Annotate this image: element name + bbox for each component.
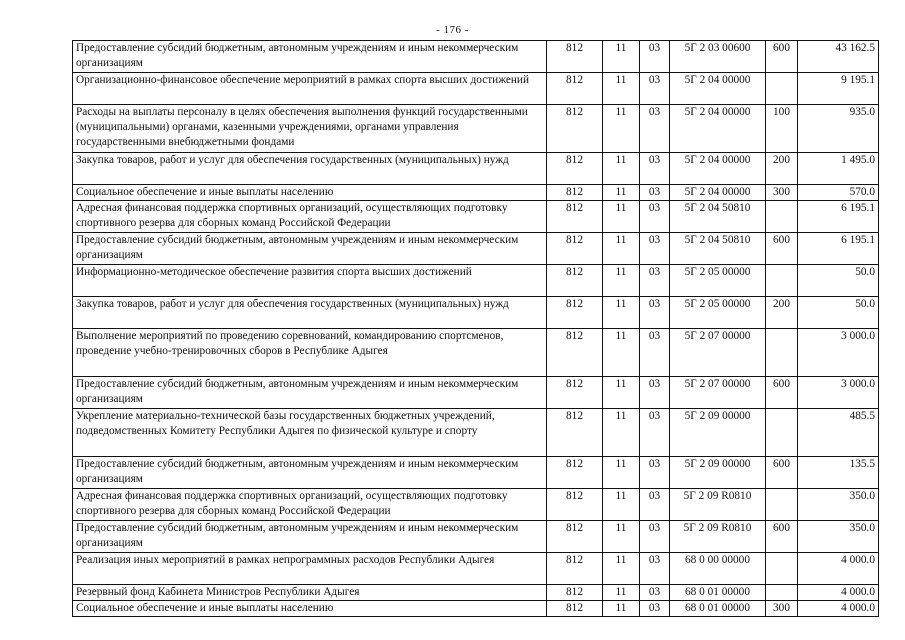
amount-text: 3 000.0 bbox=[841, 330, 875, 342]
cell-expense-type-code bbox=[766, 73, 798, 105]
ministry-code-text: 812 bbox=[566, 410, 583, 422]
ministry-code-text: 812 bbox=[566, 378, 583, 390]
cell-amount bbox=[798, 265, 879, 297]
cell-section-code bbox=[603, 521, 640, 553]
cell-ministry-code bbox=[547, 377, 603, 409]
section-code-text: 11 bbox=[615, 266, 627, 278]
amount-text: 43 162.5 bbox=[835, 42, 875, 54]
amount-text: 3 000.0 bbox=[841, 378, 875, 390]
expense-type-code-text: 600 bbox=[773, 458, 790, 470]
ministry-code-text: 812 bbox=[566, 234, 583, 246]
cell-subsection-code bbox=[640, 233, 670, 265]
section-code-text: 11 bbox=[615, 154, 627, 166]
ministry-code-text: 812 bbox=[566, 106, 583, 118]
row-name-text: Информационно-методическое обеспечение развития спорта высших достижений bbox=[76, 266, 472, 278]
ministry-code-text: 812 bbox=[566, 458, 583, 470]
subsection-code-text: 03 bbox=[648, 490, 661, 502]
target-article-code-text: 5Г 2 04 00000 bbox=[684, 74, 751, 86]
table-row bbox=[73, 409, 879, 457]
subsection-code-text: 03 bbox=[648, 554, 661, 566]
ministry-code-text: 812 bbox=[566, 490, 583, 502]
cell-subsection-code bbox=[640, 521, 670, 553]
expense-type-code-text: 200 bbox=[773, 298, 790, 310]
cell-ministry-code bbox=[547, 233, 603, 265]
cell-target-article-code bbox=[670, 489, 766, 521]
row-name-text: Предоставление субсидий бюджетным, автономным учреждениям и иным некоммерческим организациям bbox=[76, 522, 519, 549]
table-row bbox=[73, 297, 879, 329]
target-article-code-text: 5Г 2 04 50810 bbox=[684, 202, 751, 214]
cell-section-code bbox=[603, 297, 640, 329]
row-name-text: Предоставление субсидий бюджетным, автономным учреждениям и иным некоммерческим организациям bbox=[76, 378, 519, 405]
ministry-code-text: 812 bbox=[566, 298, 583, 310]
expense-type-code-text: 600 bbox=[773, 234, 790, 246]
cell-row-name bbox=[73, 521, 547, 553]
subsection-code-text: 03 bbox=[648, 602, 661, 614]
ministry-code-text: 812 bbox=[566, 554, 583, 566]
cell-subsection-code bbox=[640, 105, 670, 153]
section-code-text: 11 bbox=[615, 554, 627, 566]
cell-section-code bbox=[603, 265, 640, 297]
cell-row-name bbox=[73, 265, 547, 297]
amount-text: 135.5 bbox=[849, 458, 875, 470]
row-name-text: Реализация иных мероприятий в рамках непрограммных расходов Республики Адыгея bbox=[76, 554, 495, 566]
cell-target-article-code bbox=[670, 601, 766, 617]
subsection-code-text: 03 bbox=[648, 586, 661, 598]
row-name-text: Социальное обеспечение и иные выплаты населению bbox=[76, 186, 334, 198]
cell-expense-type-code bbox=[766, 585, 798, 601]
subsection-code-text: 03 bbox=[648, 74, 661, 86]
cell-section-code bbox=[603, 185, 640, 201]
cell-ministry-code bbox=[547, 73, 603, 105]
cell-amount bbox=[798, 601, 879, 617]
cell-section-code bbox=[603, 553, 640, 585]
section-code-text: 11 bbox=[615, 202, 627, 214]
target-article-code-text: 5Г 2 05 00000 bbox=[684, 298, 751, 310]
section-code-text: 11 bbox=[615, 106, 627, 118]
cell-subsection-code bbox=[640, 153, 670, 185]
table-row bbox=[73, 265, 879, 297]
cell-expense-type-code bbox=[766, 409, 798, 457]
cell-ministry-code bbox=[547, 105, 603, 153]
cell-ministry-code bbox=[547, 457, 603, 489]
table-row bbox=[73, 41, 879, 73]
table-row bbox=[73, 185, 879, 201]
subsection-code-text: 03 bbox=[648, 42, 661, 54]
section-code-text: 11 bbox=[615, 234, 627, 246]
row-name-text: Закупка товаров, работ и услуг для обеспечения государственных (муниципальных) нужд bbox=[76, 298, 509, 310]
table-row bbox=[73, 201, 879, 233]
cell-amount bbox=[798, 185, 879, 201]
table-row bbox=[73, 457, 879, 489]
section-code-text: 11 bbox=[615, 74, 627, 86]
cell-target-article-code bbox=[670, 73, 766, 105]
cell-row-name bbox=[73, 153, 547, 185]
cell-subsection-code bbox=[640, 377, 670, 409]
cell-row-name bbox=[73, 73, 547, 105]
cell-section-code bbox=[603, 329, 640, 377]
section-code-text: 11 bbox=[615, 522, 627, 534]
cell-subsection-code bbox=[640, 265, 670, 297]
cell-ministry-code bbox=[547, 553, 603, 585]
cell-expense-type-code bbox=[766, 153, 798, 185]
cell-expense-type-code bbox=[766, 185, 798, 201]
table-row bbox=[73, 105, 879, 153]
cell-expense-type-code bbox=[766, 265, 798, 297]
cell-expense-type-code bbox=[766, 233, 798, 265]
ministry-code-text: 812 bbox=[566, 586, 583, 598]
section-code-text: 11 bbox=[615, 378, 627, 390]
cell-expense-type-code bbox=[766, 297, 798, 329]
amount-text: 570.0 bbox=[849, 186, 875, 198]
cell-expense-type-code bbox=[766, 457, 798, 489]
cell-ministry-code bbox=[547, 201, 603, 233]
subsection-code-text: 03 bbox=[648, 202, 661, 214]
section-code-text: 11 bbox=[615, 410, 627, 422]
cell-amount bbox=[798, 585, 879, 601]
table-row bbox=[73, 601, 879, 617]
table-body bbox=[73, 41, 879, 617]
cell-amount bbox=[798, 73, 879, 105]
table-row bbox=[73, 377, 879, 409]
cell-ministry-code bbox=[547, 585, 603, 601]
cell-ministry-code bbox=[547, 601, 603, 617]
ministry-code-text: 812 bbox=[566, 330, 583, 342]
cell-row-name bbox=[73, 601, 547, 617]
subsection-code-text: 03 bbox=[648, 522, 661, 534]
cell-expense-type-code bbox=[766, 201, 798, 233]
amount-text: 485.5 bbox=[849, 410, 875, 422]
cell-amount bbox=[798, 457, 879, 489]
cell-target-article-code bbox=[670, 185, 766, 201]
cell-section-code bbox=[603, 585, 640, 601]
ministry-code-text: 812 bbox=[566, 266, 583, 278]
target-article-code-text: 5Г 2 04 00000 bbox=[684, 186, 751, 198]
cell-row-name bbox=[73, 41, 547, 73]
section-code-text: 11 bbox=[615, 458, 627, 470]
cell-subsection-code bbox=[640, 585, 670, 601]
cell-row-name bbox=[73, 329, 547, 377]
section-code-text: 11 bbox=[615, 186, 627, 198]
cell-row-name bbox=[73, 553, 547, 585]
ministry-code-text: 812 bbox=[566, 602, 583, 614]
cell-target-article-code bbox=[670, 521, 766, 553]
cell-target-article-code bbox=[670, 297, 766, 329]
cell-target-article-code bbox=[670, 105, 766, 153]
subsection-code-text: 03 bbox=[648, 330, 661, 342]
cell-subsection-code bbox=[640, 201, 670, 233]
target-article-code-text: 5Г 2 04 50810 bbox=[684, 234, 751, 246]
table-row bbox=[73, 553, 879, 585]
cell-target-article-code bbox=[670, 409, 766, 457]
cell-amount bbox=[798, 377, 879, 409]
target-article-code-text: 5Г 2 09 R0810 bbox=[683, 522, 752, 534]
cell-row-name bbox=[73, 233, 547, 265]
cell-subsection-code bbox=[640, 553, 670, 585]
page-number: - 176 - bbox=[436, 24, 469, 36]
amount-text: 6 195.1 bbox=[841, 202, 875, 214]
cell-ministry-code bbox=[547, 265, 603, 297]
cell-subsection-code bbox=[640, 185, 670, 201]
cell-amount bbox=[798, 329, 879, 377]
cell-subsection-code bbox=[640, 329, 670, 377]
amount-text: 1 495.0 bbox=[841, 154, 875, 166]
cell-section-code bbox=[603, 489, 640, 521]
budget-table bbox=[72, 40, 879, 617]
row-name-text: Расходы на выплаты персоналу в целях обеспечения выполнения функций государственными (муниципальными) органами, казенными учреждениями, органами управления государственными внебюджетными фондами bbox=[76, 106, 528, 148]
ministry-code-text: 812 bbox=[566, 42, 583, 54]
cell-target-article-code bbox=[670, 265, 766, 297]
ministry-code-text: 812 bbox=[566, 154, 583, 166]
table-row bbox=[73, 233, 879, 265]
target-article-code-text: 5Г 2 07 00000 bbox=[684, 378, 751, 390]
ministry-code-text: 812 bbox=[566, 186, 583, 198]
cell-row-name bbox=[73, 185, 547, 201]
amount-text: 50.0 bbox=[855, 266, 875, 278]
subsection-code-text: 03 bbox=[648, 266, 661, 278]
cell-amount bbox=[798, 489, 879, 521]
target-article-code-text: 5Г 2 09 00000 bbox=[684, 458, 751, 470]
cell-target-article-code bbox=[670, 201, 766, 233]
cell-ministry-code bbox=[547, 329, 603, 377]
cell-row-name bbox=[73, 377, 547, 409]
ministry-code-text: 812 bbox=[566, 202, 583, 214]
cell-row-name bbox=[73, 409, 547, 457]
section-code-text: 11 bbox=[615, 602, 627, 614]
cell-section-code bbox=[603, 41, 640, 73]
section-code-text: 11 bbox=[615, 298, 627, 310]
section-code-text: 11 bbox=[615, 42, 627, 54]
subsection-code-text: 03 bbox=[648, 410, 661, 422]
row-name-text: Адресная финансовая поддержка спортивных организаций, осуществляющих подготовку спортивного резерва для сборных команд Российской Федерации bbox=[76, 202, 508, 229]
cell-target-article-code bbox=[670, 329, 766, 377]
cell-section-code bbox=[603, 73, 640, 105]
row-name-text: Организационно-финансовое обеспечение мероприятий в рамках спорта высших достижений bbox=[76, 74, 530, 86]
cell-target-article-code bbox=[670, 41, 766, 73]
ministry-code-text: 812 bbox=[566, 74, 583, 86]
expense-type-code-text: 600 bbox=[773, 378, 790, 390]
amount-text: 50.0 bbox=[855, 298, 875, 310]
amount-text: 4 000.0 bbox=[841, 586, 875, 598]
cell-target-article-code bbox=[670, 457, 766, 489]
section-code-text: 11 bbox=[615, 490, 627, 502]
amount-text: 4 000.0 bbox=[841, 554, 875, 566]
row-name-text: Предоставление субсидий бюджетным, автономным учреждениям и иным некоммерческим организациям bbox=[76, 458, 519, 485]
row-name-text: Резервный фонд Кабинета Министров Республики Адыгея bbox=[76, 586, 360, 598]
row-name-text: Предоставление субсидий бюджетным, автономным учреждениям и иным некоммерческим организациям bbox=[76, 42, 519, 69]
amount-text: 935.0 bbox=[849, 106, 875, 118]
cell-section-code bbox=[603, 201, 640, 233]
cell-amount bbox=[798, 153, 879, 185]
section-code-text: 11 bbox=[615, 330, 627, 342]
amount-text: 9 195.1 bbox=[841, 74, 875, 86]
cell-ministry-code bbox=[547, 185, 603, 201]
cell-expense-type-code bbox=[766, 553, 798, 585]
expense-type-code-text: 200 bbox=[773, 154, 790, 166]
cell-section-code bbox=[603, 601, 640, 617]
table-row bbox=[73, 153, 879, 185]
subsection-code-text: 03 bbox=[648, 458, 661, 470]
cell-ministry-code bbox=[547, 41, 603, 73]
cell-expense-type-code bbox=[766, 329, 798, 377]
target-article-code-text: 5Г 2 03 00600 bbox=[684, 42, 751, 54]
target-article-code-text: 5Г 2 04 00000 bbox=[684, 106, 751, 118]
table-row bbox=[73, 489, 879, 521]
target-article-code-text: 5Г 2 09 R0810 bbox=[683, 490, 752, 502]
target-article-code-text: 68 0 00 00000 bbox=[685, 554, 750, 566]
expense-type-code-text: 600 bbox=[773, 42, 790, 54]
table-row bbox=[73, 329, 879, 377]
cell-amount bbox=[798, 409, 879, 457]
cell-subsection-code bbox=[640, 489, 670, 521]
row-name-text: Закупка товаров, работ и услуг для обеспечения государственных (муниципальных) нужд bbox=[76, 154, 509, 166]
cell-subsection-code bbox=[640, 457, 670, 489]
cell-expense-type-code bbox=[766, 521, 798, 553]
cell-section-code bbox=[603, 105, 640, 153]
cell-amount bbox=[798, 297, 879, 329]
expense-type-code-text: 100 bbox=[773, 106, 790, 118]
target-article-code-text: 5Г 2 09 00000 bbox=[684, 410, 751, 422]
cell-expense-type-code bbox=[766, 489, 798, 521]
cell-subsection-code bbox=[640, 601, 670, 617]
cell-section-code bbox=[603, 457, 640, 489]
row-name-text: Укрепление материально-технической базы государственных бюджетных учреждений, подведомственных Комитету Республики Адыгея по физической культуре и спорту bbox=[76, 410, 495, 437]
cell-subsection-code bbox=[640, 297, 670, 329]
cell-expense-type-code bbox=[766, 377, 798, 409]
cell-amount bbox=[798, 201, 879, 233]
cell-amount bbox=[798, 233, 879, 265]
target-article-code-text: 68 0 01 00000 bbox=[685, 586, 750, 598]
cell-ministry-code bbox=[547, 521, 603, 553]
cell-section-code bbox=[603, 409, 640, 457]
section-code-text: 11 bbox=[615, 586, 627, 598]
cell-ministry-code bbox=[547, 489, 603, 521]
expense-type-code-text: 300 bbox=[773, 186, 790, 198]
cell-target-article-code bbox=[670, 233, 766, 265]
amount-text: 6 195.1 bbox=[841, 234, 875, 246]
cell-expense-type-code bbox=[766, 601, 798, 617]
row-name-text: Предоставление субсидий бюджетным, автономным учреждениям и иным некоммерческим организациям bbox=[76, 234, 519, 261]
subsection-code-text: 03 bbox=[648, 378, 661, 390]
cell-ministry-code bbox=[547, 409, 603, 457]
cell-expense-type-code bbox=[766, 105, 798, 153]
table-row bbox=[73, 585, 879, 601]
cell-ministry-code bbox=[547, 153, 603, 185]
cell-row-name bbox=[73, 585, 547, 601]
table-row bbox=[73, 521, 879, 553]
cell-row-name bbox=[73, 201, 547, 233]
cell-amount bbox=[798, 41, 879, 73]
table-row bbox=[73, 73, 879, 105]
cell-section-code bbox=[603, 377, 640, 409]
cell-row-name bbox=[73, 457, 547, 489]
cell-target-article-code bbox=[670, 553, 766, 585]
cell-amount bbox=[798, 521, 879, 553]
cell-amount bbox=[798, 553, 879, 585]
cell-expense-type-code bbox=[766, 41, 798, 73]
cell-target-article-code bbox=[670, 585, 766, 601]
cell-subsection-code bbox=[640, 73, 670, 105]
row-name-text: Адресная финансовая поддержка спортивных организаций, осуществляющих подготовку спортивного резерва для сборных команд Российской Федерации bbox=[76, 490, 508, 517]
cell-row-name bbox=[73, 105, 547, 153]
cell-row-name bbox=[73, 297, 547, 329]
cell-target-article-code bbox=[670, 153, 766, 185]
cell-section-code bbox=[603, 153, 640, 185]
cell-row-name bbox=[73, 489, 547, 521]
target-article-code-text: 68 0 01 00000 bbox=[685, 602, 750, 614]
subsection-code-text: 03 bbox=[648, 234, 661, 246]
target-article-code-text: 5Г 2 07 00000 bbox=[684, 330, 751, 342]
subsection-code-text: 03 bbox=[648, 154, 661, 166]
amount-text: 4 000.0 bbox=[841, 602, 875, 614]
target-article-code-text: 5Г 2 04 00000 bbox=[684, 154, 751, 166]
target-article-code-text: 5Г 2 05 00000 bbox=[684, 266, 751, 278]
cell-ministry-code bbox=[547, 297, 603, 329]
expense-type-code-text: 300 bbox=[773, 602, 790, 614]
ministry-code-text: 812 bbox=[566, 522, 583, 534]
row-name-text: Социальное обеспечение и иные выплаты населению bbox=[76, 602, 334, 614]
cell-section-code bbox=[603, 233, 640, 265]
subsection-code-text: 03 bbox=[648, 106, 661, 118]
amount-text: 350.0 bbox=[849, 522, 875, 534]
cell-target-article-code bbox=[670, 377, 766, 409]
amount-text: 350.0 bbox=[849, 490, 875, 502]
subsection-code-text: 03 bbox=[648, 298, 661, 310]
cell-subsection-code bbox=[640, 409, 670, 457]
cell-subsection-code bbox=[640, 41, 670, 73]
expense-type-code-text: 600 bbox=[773, 522, 790, 534]
subsection-code-text: 03 bbox=[648, 186, 661, 198]
row-name-text: Выполнение мероприятий по проведению соревнований, командированию спортсменов, проведение учебно-тренировочных сборов в Республике Адыгея bbox=[76, 330, 504, 357]
cell-amount bbox=[798, 105, 879, 153]
